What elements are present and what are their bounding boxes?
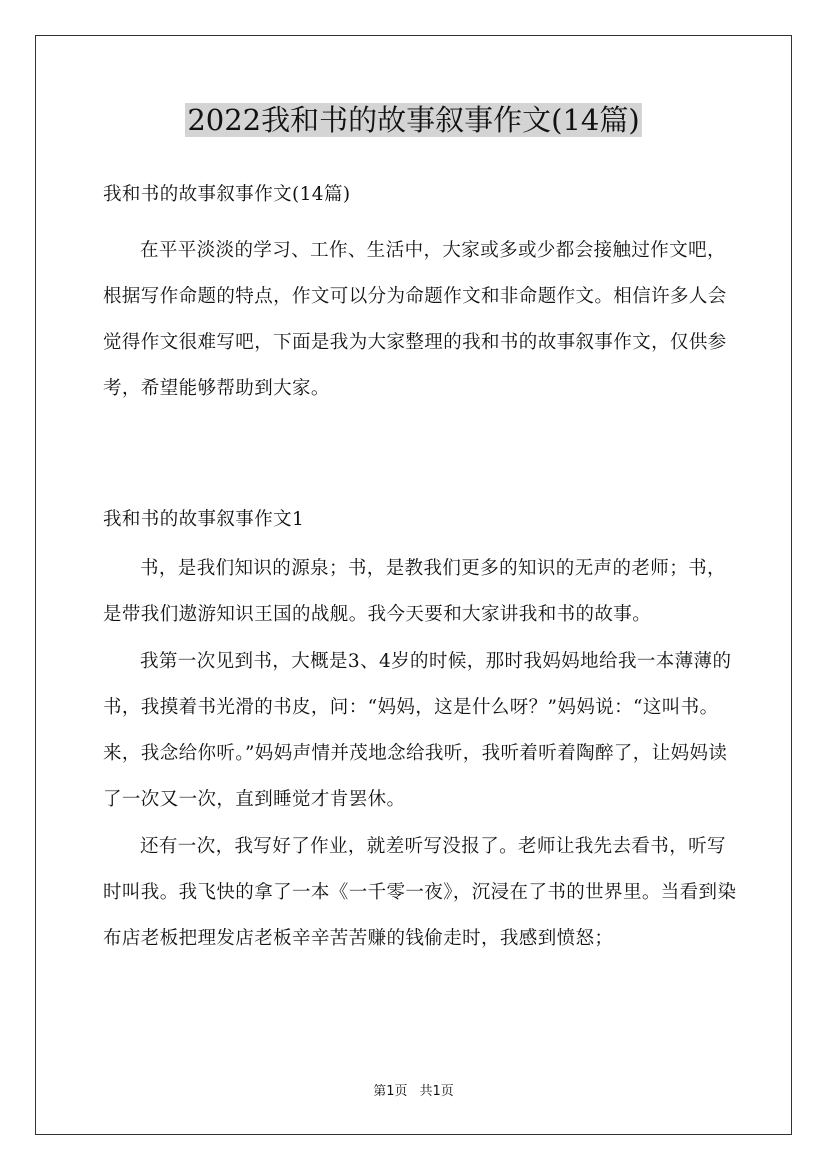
page-number-current: 第1页 [373, 1084, 408, 1099]
intro-section [103, 228, 743, 412]
document-title [0, 100, 827, 140]
essay-paragraph-1: 书，是我们知识的源泉；书，是教我们更多的知识的无声的老师；书，是带我们遨游知识王国的战舰。我今天要和大家讲我和书的故事。 [103, 558, 726, 626]
document-subtitle: 我和书的故事叙事作文(14篇) [103, 184, 351, 205]
section-heading: 我和书的故事叙事作文1 [103, 509, 305, 530]
page-footer [0, 1083, 827, 1101]
essay-paragraph-3: 还有一次，我写好了作业，就差听写没报了。老师让我先去看书，听写时叫我。我飞快的拿了一本《一千零一夜》，沉浸在了书的世界里。当看到染布店老板把理发店老板辛辛苦苦赚的钱偷走时，我感到愤怒； [103, 835, 737, 950]
document-title-text: 2022我和书的故事叙事作文(14篇) [187, 103, 640, 137]
essay-body [103, 546, 743, 963]
page-number-total: 共1页 [419, 1084, 454, 1099]
essay-paragraph-2: 我第一次见到书，大概是3、4岁的时候，那时我妈妈地给我一本薄薄的书，我摸着书光滑的书皮，问：“妈妈，这是什么呀？”妈妈说：“这叫书。来，我念给你听。”妈妈声情并茂地念给我听，我听着听着陶醉了，让妈妈读了一次又一次，直到睡觉才肯罢休。 [103, 650, 732, 811]
intro-paragraph: 在平平淡淡的学习、工作、生活中，大家或多或少都会接触过作文吧，根据写作命题的特点，作文可以分为命题作文和非命题作文。相信许多人会觉得作文很难写吧，下面是我为大家整理的我和书的故事叙事作文，仅供参考，希望能够帮助到大家。 [103, 240, 727, 399]
